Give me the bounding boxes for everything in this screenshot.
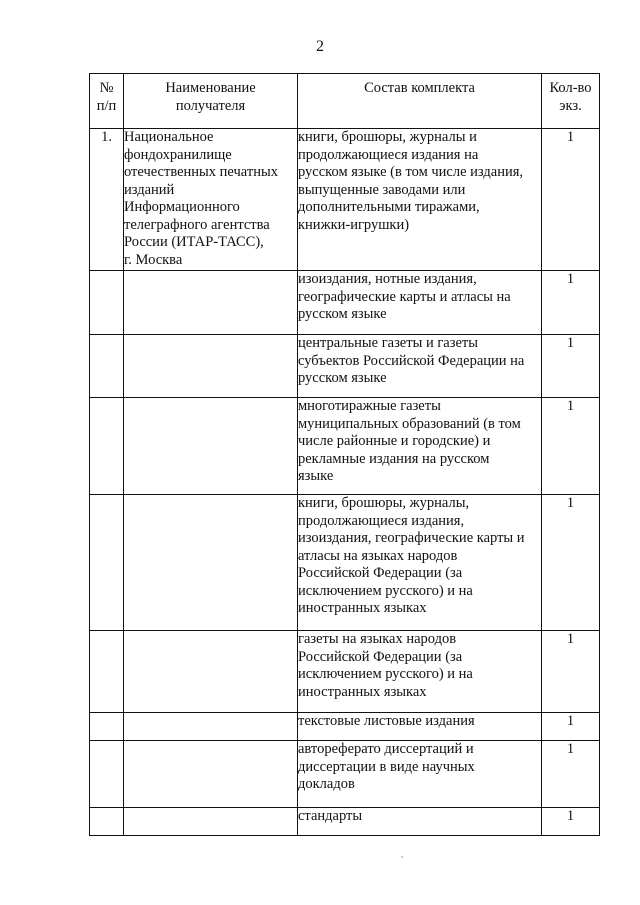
text-line: отечественных печатных [124,164,278,180]
recipient-name [124,741,298,808]
recipient-name [124,335,298,398]
copies-quantity: 1 [542,398,600,495]
copies-quantity: 1 [542,631,600,713]
set-composition [298,495,542,631]
row-number [90,398,124,495]
copies-quantity: 1 [542,495,600,631]
table-row [90,808,600,836]
table-header [90,74,600,129]
text-line: дополнительными тиражами, [298,199,480,215]
recipient-name [124,495,298,631]
text-line: Кол-во [549,80,592,96]
table-row [90,713,600,741]
table-row [90,495,600,631]
text-line: языке [298,468,334,484]
text-line: продолжающиеся издания, [298,512,465,529]
text-line: диссертации в виде научных [298,758,475,775]
text-line: г. Москва [124,251,183,268]
distribution-table [89,73,600,836]
copies-quantity: 1 [542,335,600,398]
copies-quantity: 1 [542,808,600,836]
text-line: № [99,80,114,96]
row-number: 1. [90,129,124,271]
recipient-name [124,631,298,713]
text-line: изоиздания, географические карты и [298,530,525,546]
text-line: газеты на языках народов [298,631,457,647]
text-line: России (ИТАР-ТАСС), [124,234,264,250]
set-composition [298,398,542,495]
text-line: изданий [124,181,175,198]
page-number: 2 [316,38,324,55]
text-line: получателя [175,97,246,114]
text-line: русском языке (в том числе издания, [298,164,524,180]
set-composition [298,713,542,741]
text-line: продолжающиеся издания на [298,146,479,163]
recipient-name [124,398,298,495]
set-composition [298,631,542,713]
text-line: Состав комплекта [364,80,475,96]
header-row [90,74,600,129]
table-row [90,631,600,713]
row-number [90,495,124,631]
header-num [90,74,124,129]
table-row [90,335,600,398]
text-line: иностранных языках [298,600,427,616]
set-composition [298,335,542,398]
text-line: числе районные и городские) и [298,433,491,449]
text-line: изоиздания, нотные издания, [298,271,477,287]
text-line: географические карты и атласы на [298,288,511,305]
text-line: автореферато диссертаций и [298,741,474,757]
row-number [90,741,124,808]
text-line: рекламные издания на русском [298,450,490,467]
text-line: фондохранилище [124,146,232,163]
text-line: исключением русского) и на [298,582,473,599]
table-row [90,271,600,335]
text-line: иностранных языках [298,683,427,700]
row-number [90,631,124,713]
table-row [90,129,600,271]
header-composition [298,74,542,129]
copies-quantity: 1 [542,129,600,271]
text-line: п/п [96,97,117,114]
text-line: Информационного [124,199,240,215]
row-number [90,808,124,836]
text-line: книги, брошюры, журналы, [298,495,470,511]
row-number [90,713,124,741]
text-line: книжки-игрушки) [298,216,410,233]
text-line: атласы на языках народов [298,547,458,564]
table-row [90,741,600,808]
text-line: экз. [559,97,582,114]
recipient-name [124,129,298,271]
header-recipient [124,74,298,129]
text-line: русском языке [298,306,387,322]
copies-quantity: 1 [542,271,600,335]
header-quantity [542,74,600,129]
text-line: выпущенные заводами или [298,181,466,198]
set-composition [298,129,542,271]
text-line: субъектов Российской Федерации на [298,352,525,369]
text-line: докладов [298,776,355,792]
row-number [90,271,124,335]
recipient-name [124,808,298,836]
text-line: Наименование [165,80,256,96]
text-line: книги, брошюры, журналы и [298,129,477,145]
text-line: телеграфного агентства [124,216,270,233]
copies-quantity: 1 [542,713,600,741]
text-line: Российской Федерации (за [298,565,463,581]
text-line: центральные газеты и газеты [298,335,478,351]
text-line: русском языке [298,370,387,386]
text-line: многотиражные газеты [298,398,441,414]
table-row [90,398,600,495]
text-line: Национальное [124,129,214,145]
recipient-name [124,713,298,741]
text-line: Российской Федерации (за [298,648,463,665]
text-line: муниципальных образований (в том [298,415,521,432]
set-composition [298,271,542,335]
set-composition [298,741,542,808]
text-line: исключением русского) и на [298,666,473,682]
set-composition [298,808,542,836]
text-line: стандарты [298,808,363,824]
text-line: текстовые листовые издания [298,713,475,729]
table-body [90,129,600,836]
scan-speck [401,856,403,858]
recipient-name [124,271,298,335]
row-number [90,335,124,398]
copies-quantity: 1 [542,741,600,808]
